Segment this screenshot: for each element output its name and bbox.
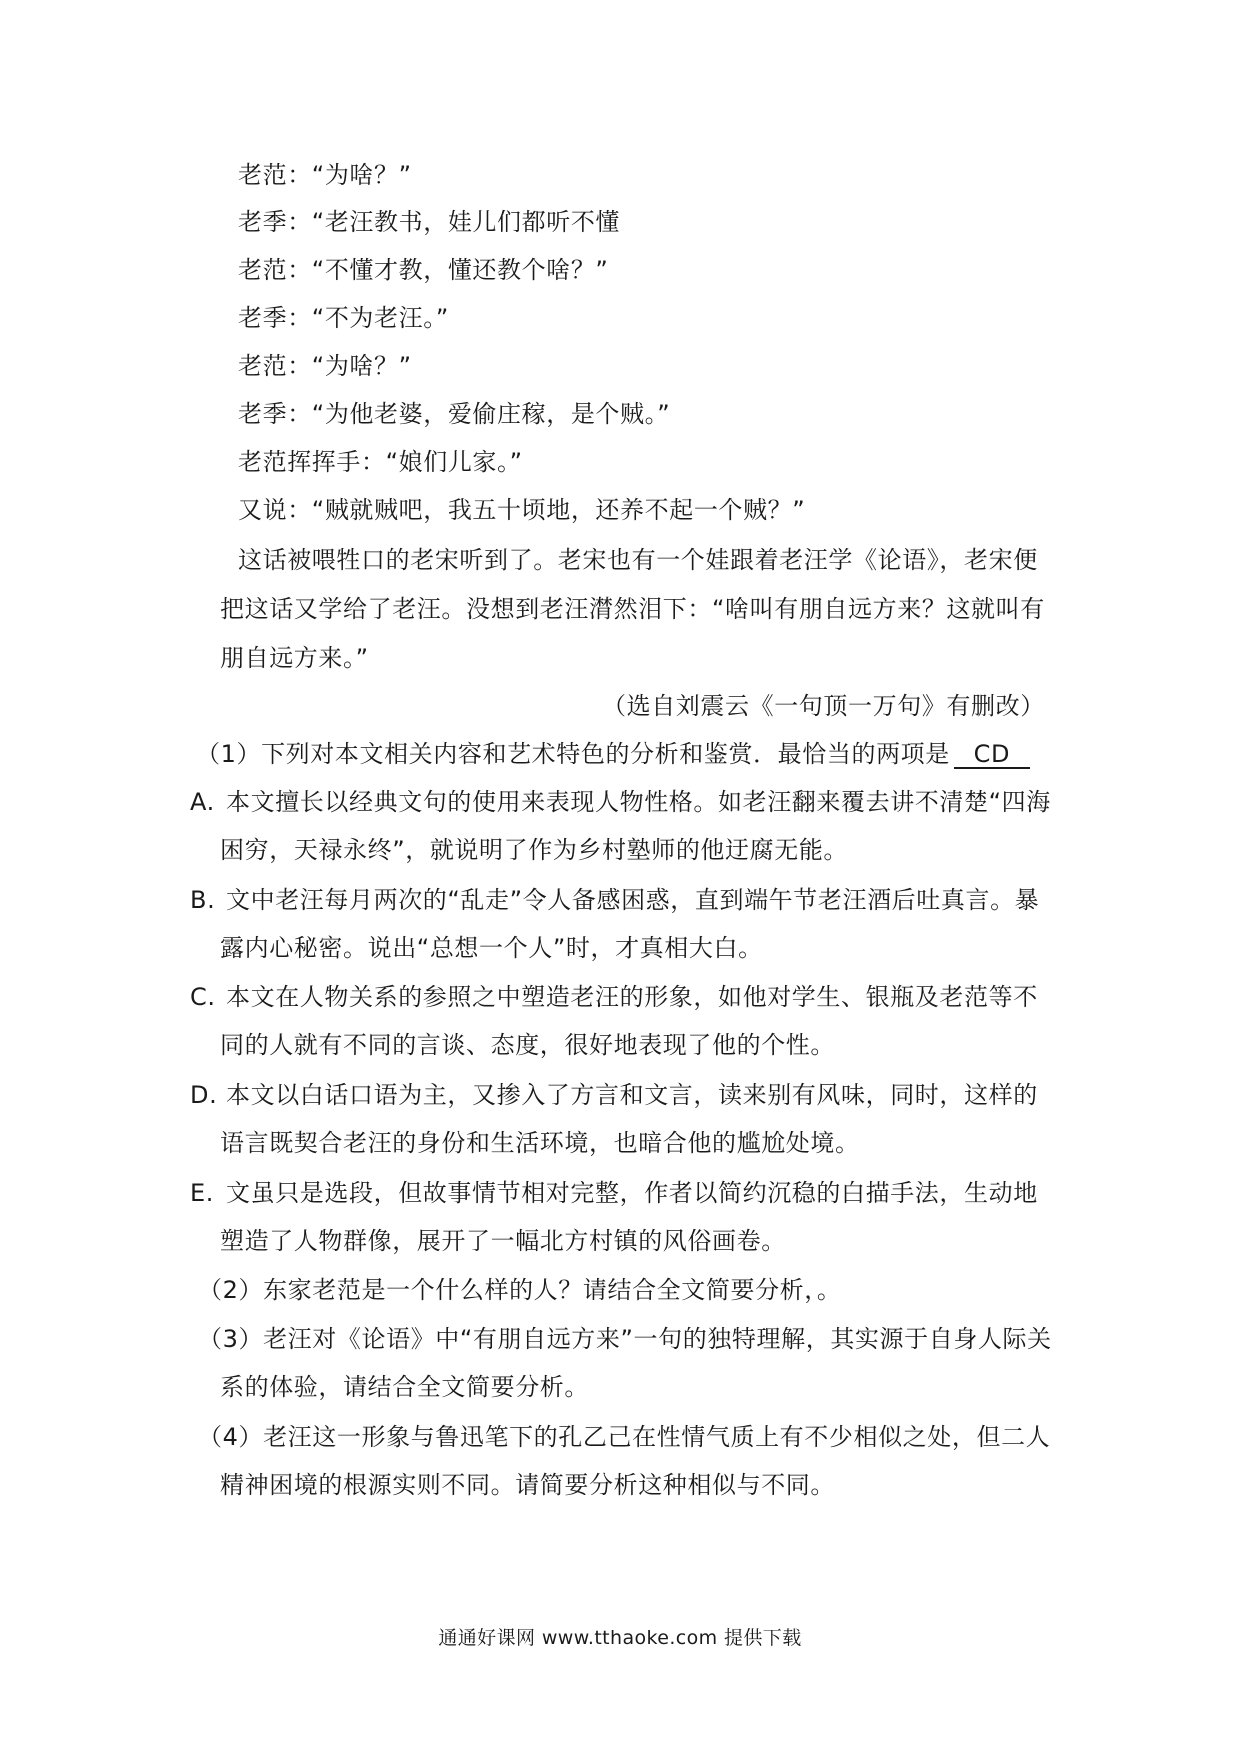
dialogue-line: 老季：“为他老婆，爱偷庄稼，是个贼。” [238, 400, 671, 428]
option-e-continuation: 塑造了人物群像，展开了一幅北方村镇的风俗画卷。 [220, 1227, 786, 1255]
option-letter: E. [190, 1179, 214, 1207]
question-4: （4）老汪这一形象与鲁迅笔下的孔乙己在性情气质上有不少相似之处，但二人 [198, 1423, 1051, 1451]
dialogue-line: 老季：“不为老汪。” [238, 304, 449, 332]
option-a-continuation: 困穷，天禄永终”，就说明了作为乡村塾师的他迂腐无能。 [220, 836, 849, 864]
paragraph-line: 把这话又学给了老汪。没想到老汪潸然泪下：“啥叫有朋自远方来？这就叫有 [220, 595, 1045, 623]
question-4-continuation: 精神困境的根源实则不同。请简要分析这种相似与不同。 [220, 1471, 835, 1499]
dialogue-line: 老范挥挥手：“娘们儿家。” [238, 448, 523, 476]
option-text: 本文以白话口语为主，又掺入了方言和文言，读来别有风味，同时，这样的 [226, 1081, 1038, 1109]
dialogue-line: 老范：“为啥？” [238, 352, 412, 380]
option-letter: A. [190, 788, 215, 816]
paragraph-line: 朋自远方来。” [220, 644, 369, 672]
paragraph-line: 这话被喂牲口的老宋听到了。老宋也有一个娃跟着老汪学《论语》，老宋便 [238, 546, 1038, 574]
question-1-text: （1）下列对本文相关内容和艺术特色的分析和鉴赏．最恰当的两项是 [196, 740, 950, 768]
dialogue-line: 老范：“为啥？” [238, 161, 412, 189]
option-text: 文虽只是选段，但故事情节相对完整，作者以简约沉稳的白描手法，生动地 [226, 1179, 1038, 1207]
option-letter: B. [190, 886, 216, 914]
option-e [190, 1176, 1038, 1210]
source-citation: （选自刘震云《一句顶一万句》有删改） [602, 692, 1045, 720]
option-d-continuation: 语言既契合老汪的身份和生活环境，也暗合他的尴尬处境。 [220, 1129, 860, 1157]
option-c-continuation: 同的人就有不同的言谈、态度，很好地表现了他的个性。 [220, 1031, 835, 1059]
option-letter: D. [190, 1081, 218, 1109]
question-2: （2）东家老范是一个什么样的人？请结合全文简要分析，。 [198, 1276, 842, 1304]
option-text: 文中老汪每月两次的“乱走”令人备感困惑，直到端午节老汪酒后吐真言。暴 [226, 886, 1040, 914]
question-3-continuation: 系的体验，请结合全文简要分析。 [220, 1373, 589, 1401]
option-letter: C. [190, 983, 216, 1011]
dialogue-line: 老季：“老汪教书，娃儿们都听不懂 [238, 208, 621, 236]
option-b [190, 883, 1039, 917]
dialogue-line: 老范：“不懂才教，懂还教个啥？” [238, 256, 609, 284]
option-a [190, 785, 1051, 819]
option-text: 本文擅长以经典文句的使用来表现人物性格。如老汪翻来覆去讲不清楚“四海 [226, 788, 1051, 816]
option-c [190, 980, 1038, 1014]
option-b-continuation: 露内心秘密。说出“总想一个人”时，才真相大白。 [220, 934, 763, 962]
question-1 [196, 737, 1030, 771]
option-text: 本文在人物关系的参照之中塑造老汪的形象，如他对学生、银瓶及老范等不 [226, 983, 1038, 1011]
question-3: （3）老汪对《论语》中“有朋自远方来”一句的独特理解，其实源于自身人际关 [198, 1325, 1052, 1353]
option-d [190, 1078, 1038, 1112]
answer-blank: CD [954, 741, 1030, 769]
page-footer: 通通好课网 www.tthaoke.com 提供下载 [438, 1627, 802, 1649]
dialogue-line: 又说：“贼就贼吧，我五十顷地，还养不起一个贼？” [238, 496, 806, 524]
